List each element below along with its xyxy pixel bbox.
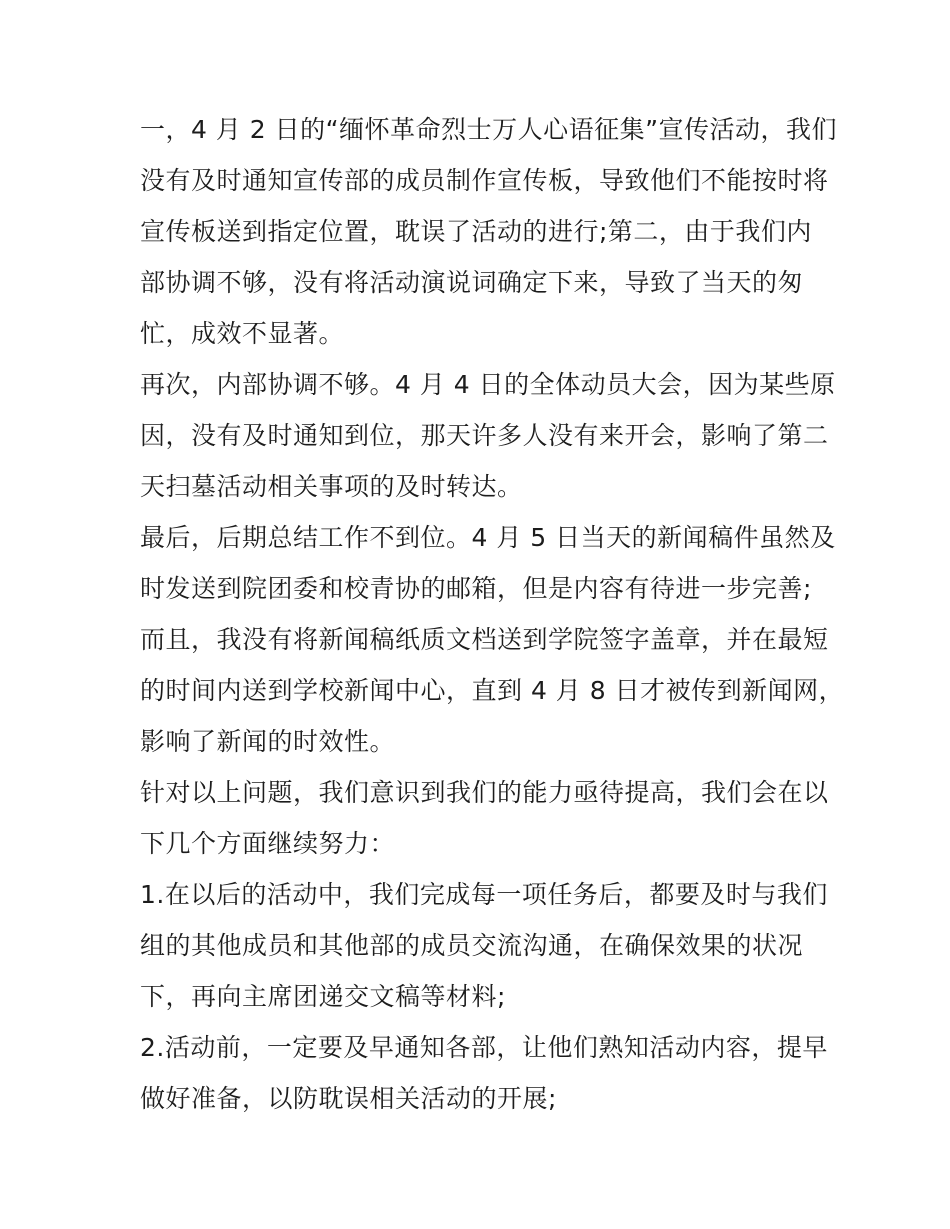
text-line: 时发送到院团委和校青协的邮箱，但是内容有待进一步完善; — [140, 574, 812, 603]
text-line: 因，没有及时通知到位，那天许多人没有来开会，影响了第二 — [140, 421, 829, 450]
text-line: 忙，成效不显著。 — [140, 319, 345, 348]
text-line: 而且，我没有将新闻稿纸质文档送到学院签字盖章，并在最短 — [140, 625, 829, 654]
text-line: 影响了新闻的时效性。 — [140, 727, 396, 756]
text-line: 2.活动前，一定要及早通知各部，让他们熟知活动内容，提早 — [140, 1033, 828, 1062]
text-line: 部协调不够，没有将活动演说词确定下来，导致了当天的匆 — [140, 268, 804, 297]
text-line: 最后，后期总结工作不到位。4 月 5 日当天的新闻稿件虽然及 — [140, 523, 836, 552]
text-line: 组的其他成员和其他部的成员交流沟通，在确保效果的状况 — [140, 931, 804, 960]
text-line: 1.在以后的活动中，我们完成每一项任务后，都要及时与我们 — [140, 880, 828, 909]
text-line: 没有及时通知宣传部的成员制作宣传板，导致他们不能按时将 — [140, 166, 829, 195]
text-line: 宣传板送到指定位置，耽误了活动的进行;第二，由于我们内 — [140, 217, 812, 246]
document-body — [140, 110, 845, 1130]
list-item-1 — [140, 875, 828, 1017]
text-line: 针对以上问题，我们意识到我们的能力亟待提高，我们会在以 — [140, 778, 829, 807]
paragraph-4 — [140, 773, 829, 864]
paragraph-2 — [140, 365, 836, 507]
paragraph-3 — [140, 518, 845, 762]
text-line: 一，4 月 2 日的“缅怀革命烈士万人心语征集”宣传活动，我们 — [140, 115, 838, 144]
text-line: 做好准备，以防耽误相关活动的开展; — [140, 1084, 557, 1113]
text-line: 下几个方面继续努力： — [140, 829, 396, 858]
text-line: 再次，内部协调不够。4 月 4 日的全体动员大会，因为某些原 — [140, 370, 836, 399]
text-line: 下，再向主席团递交文稿等材料; — [140, 982, 506, 1011]
paragraph-1 — [140, 110, 838, 354]
text-line: 天扫墓活动相关事项的及时转达。 — [140, 472, 523, 501]
list-item-2 — [140, 1028, 828, 1119]
text-line: 的时间内送到学校新闻中心，直到 4 月 8 日才被传到新闻网， — [140, 676, 845, 705]
